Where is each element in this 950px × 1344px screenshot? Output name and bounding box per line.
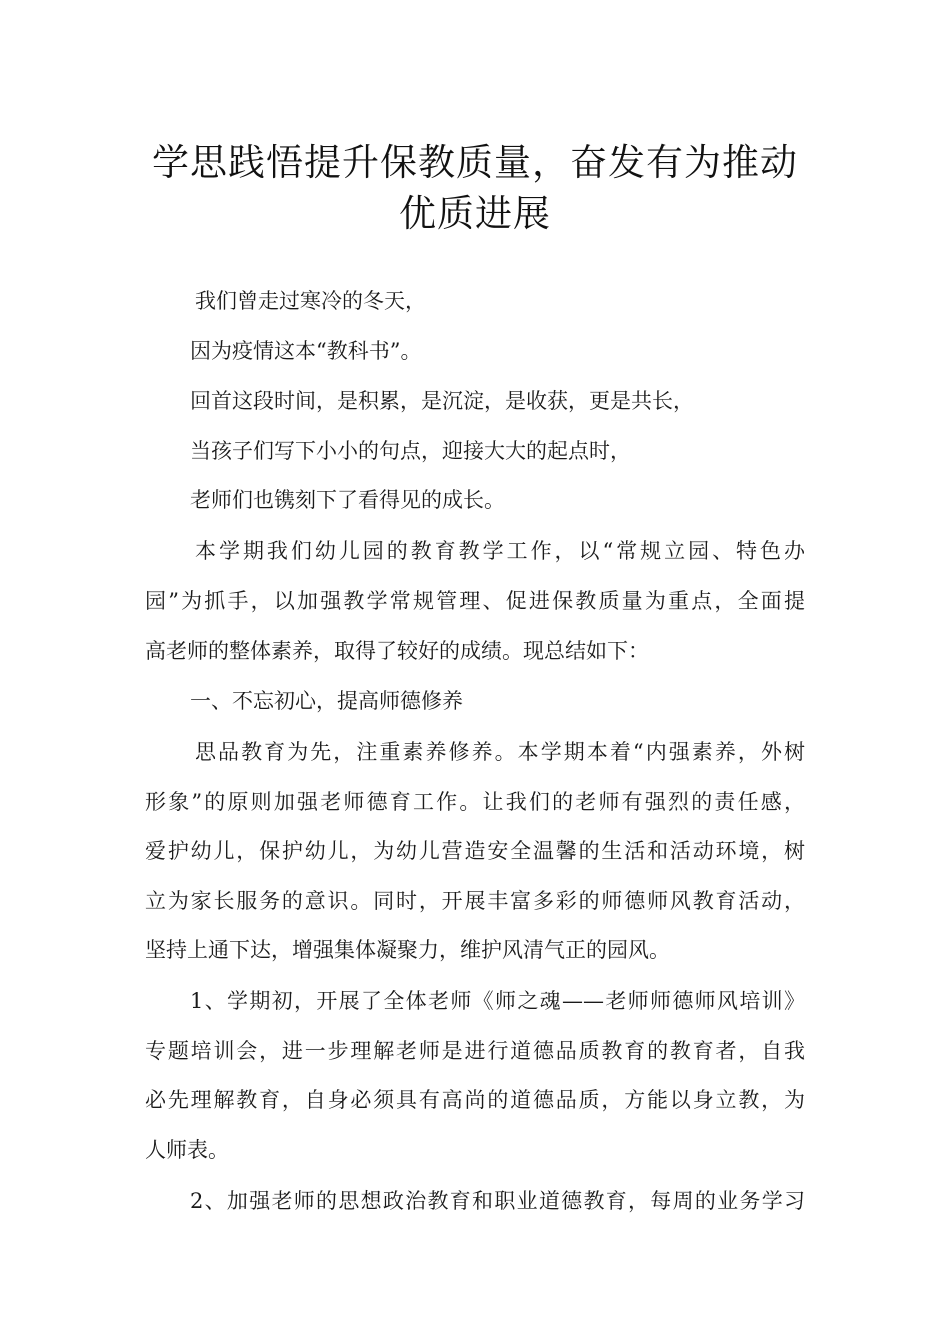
item-2-line-1: 2、加强老师的思想政治教育和职业道德教育，每周的业务学习 bbox=[190, 1189, 805, 1213]
paragraph-ethics-line-4: 立为家长服务的意识。同时，开展丰富多彩的师德师风教育活动， bbox=[145, 889, 805, 913]
item-1-line-1: 1、学期初，开展了全体老师《师之魂——老师师德师风培训》 bbox=[190, 989, 805, 1013]
item-1-line-3: 必先理解教育，自身必须具有高尚的道德品质，方能以身立教，为 bbox=[145, 1088, 805, 1112]
paragraph-ethics-line-5: 坚持上通下达，增强集体凝聚力，维护风清气正的园风。 bbox=[145, 938, 670, 962]
poem-line-1: 我们曾走过寒冷的冬天， bbox=[195, 289, 426, 313]
document-title-line-2: 优质进展 bbox=[399, 192, 551, 235]
paragraph-intro-line-3: 高老师的整体素养，取得了较好的成绩。现总结如下： bbox=[145, 639, 649, 663]
document-title-line-1: 学思践悟提升保教质量，奋发有为推动 bbox=[152, 141, 798, 184]
item-1-line-4: 人师表。 bbox=[145, 1138, 229, 1162]
poem-line-3: 回首这段时间，是积累，是沉淀，是收获，更是共长， bbox=[190, 389, 694, 413]
poem-line-4: 当孩子们写下小小的句点，迎接大大的起点时， bbox=[190, 439, 631, 463]
paragraph-intro-line-1: 本学期我们幼儿园的教育教学工作，以“常规立园、特色办 bbox=[195, 539, 805, 563]
poem-line-5: 老师们也镌刻下了看得见的成长。 bbox=[190, 488, 505, 512]
section-heading-1: 一、不忘初心，提高师德修养 bbox=[190, 689, 463, 713]
paragraph-ethics-line-2: 形象”的原则加强老师德育工作。让我们的老师有强烈的责任感， bbox=[145, 790, 805, 814]
poem-line-2: 因为疫情这本“教科书”。 bbox=[190, 339, 422, 363]
paragraph-ethics-line-1: 思品教育为先，注重素养修养。本学期本着“内强素养，外树 bbox=[195, 740, 805, 764]
paragraph-intro-line-2: 园”为抓手，以加强教学常规管理、促进保教质量为重点，全面提 bbox=[145, 589, 805, 613]
item-1-line-2: 专题培训会，进一步理解老师是进行道德品质教育的教育者，自我 bbox=[145, 1039, 805, 1063]
paragraph-ethics-line-3: 爱护幼儿，保护幼儿，为幼儿营造安全温馨的生活和活动环境，树 bbox=[145, 839, 805, 863]
